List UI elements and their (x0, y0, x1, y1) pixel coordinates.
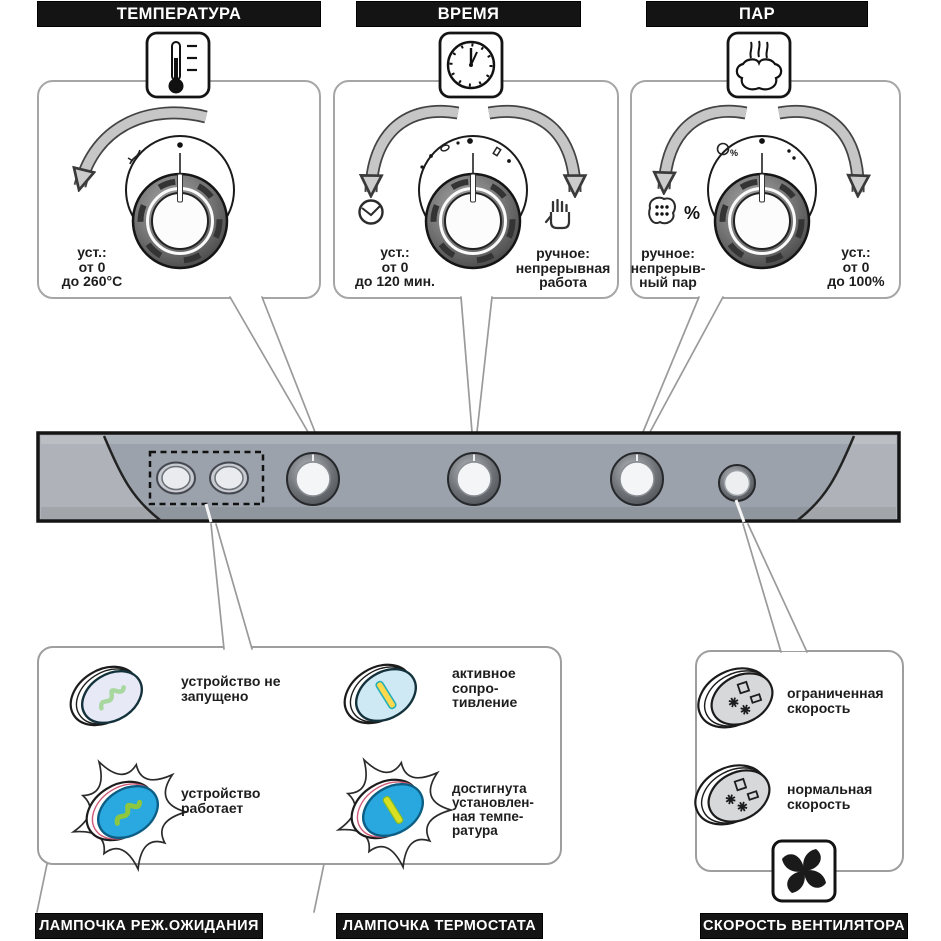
temperature-set-range-label (37, 245, 147, 289)
label-line: запущено (181, 687, 249, 704)
fan-speed-panel-button (719, 465, 755, 501)
label-line: устройство не (181, 673, 281, 689)
manual-label: ручное: (641, 245, 695, 261)
label-line: активное (452, 665, 516, 681)
standby-lamp-caption (35, 913, 263, 939)
steam-percent-icon (649, 198, 700, 224)
steam-manual-label (609, 246, 727, 290)
set-label: уст.: (841, 244, 871, 260)
label-line: тивление (452, 694, 518, 711)
control-panel (38, 433, 899, 522)
label-line: устройство (181, 785, 261, 801)
manual-line: непрерывная (515, 259, 611, 276)
thermometer-icon (147, 33, 209, 97)
manual-line: непрерыв- (630, 259, 706, 276)
label-line: скорость (787, 699, 851, 716)
label-line: работает (181, 799, 244, 816)
active-resistance-label (452, 666, 572, 710)
clock-mini-icon (360, 201, 383, 224)
range-to: до 100% (827, 273, 885, 290)
hand-icon (546, 200, 569, 228)
fan-button-limited (688, 656, 781, 741)
thermostat-indicator-light-right (210, 463, 248, 494)
manual-label: ручное: (536, 245, 590, 261)
device-working-label (181, 786, 326, 815)
steam-set-range-label (797, 245, 915, 289)
fan-speed-caption (700, 913, 908, 939)
limited-speed-label (787, 686, 902, 715)
standby-lamp-caption-text: ЛАМПОЧКА РЕЖ.ОЖИДАНИЯ (39, 918, 259, 934)
device-not-started-label (181, 674, 326, 703)
time-panel-knob (448, 453, 500, 505)
label-line: скорость (787, 795, 851, 812)
label-line: сопро- (452, 679, 499, 696)
normal-speed-label (787, 782, 902, 811)
range-from: от 0 (842, 258, 870, 275)
fan-icon (773, 841, 835, 901)
clock-icon (440, 33, 502, 97)
range-from: от 0 (78, 258, 106, 275)
range-from: от 0 (381, 258, 409, 275)
steam-panel-knob (611, 453, 663, 505)
label-line: ограниченная (787, 685, 884, 701)
range-to: до 260°C (61, 273, 123, 290)
set-label: уст.: (77, 244, 107, 260)
standby-lamp-off (60, 654, 151, 739)
thermostat-lamp-caption (336, 913, 543, 939)
temperature-reached-label (452, 782, 572, 838)
label-line: ная темпе- (452, 809, 524, 824)
thermostat-lamp-off (334, 652, 425, 737)
svg-text:%: % (730, 148, 739, 158)
manual-line: ный пар (639, 274, 697, 291)
percent-symbol: % (684, 203, 701, 223)
time-set-range-label (339, 245, 451, 289)
temperature-panel-knob (287, 453, 339, 505)
temperature-section-text: ТЕМПЕРАТУРА (116, 4, 242, 23)
steam-icon (728, 33, 790, 97)
time-section-text: ВРЕМЯ (437, 4, 500, 23)
label-line: установлен- (452, 795, 534, 810)
steam-section-text: ПАР (739, 4, 775, 23)
standby-indicator-light-left (157, 463, 195, 494)
label-line: нормальная (787, 781, 873, 797)
manual-line: работа (539, 274, 587, 291)
label-line: ратура (452, 823, 498, 838)
fan-speed-caption-text: СКОРОСТЬ ВЕНТИЛЯТОРА (703, 918, 905, 934)
label-line: достигнута (452, 781, 527, 796)
set-label: уст.: (380, 244, 410, 260)
fan-button-normal (685, 753, 778, 838)
range-to: до 120 мин. (355, 273, 435, 290)
thermostat-lamp-caption-text: ЛАМПОЧКА ТЕРМОСТАТА (342, 918, 537, 934)
